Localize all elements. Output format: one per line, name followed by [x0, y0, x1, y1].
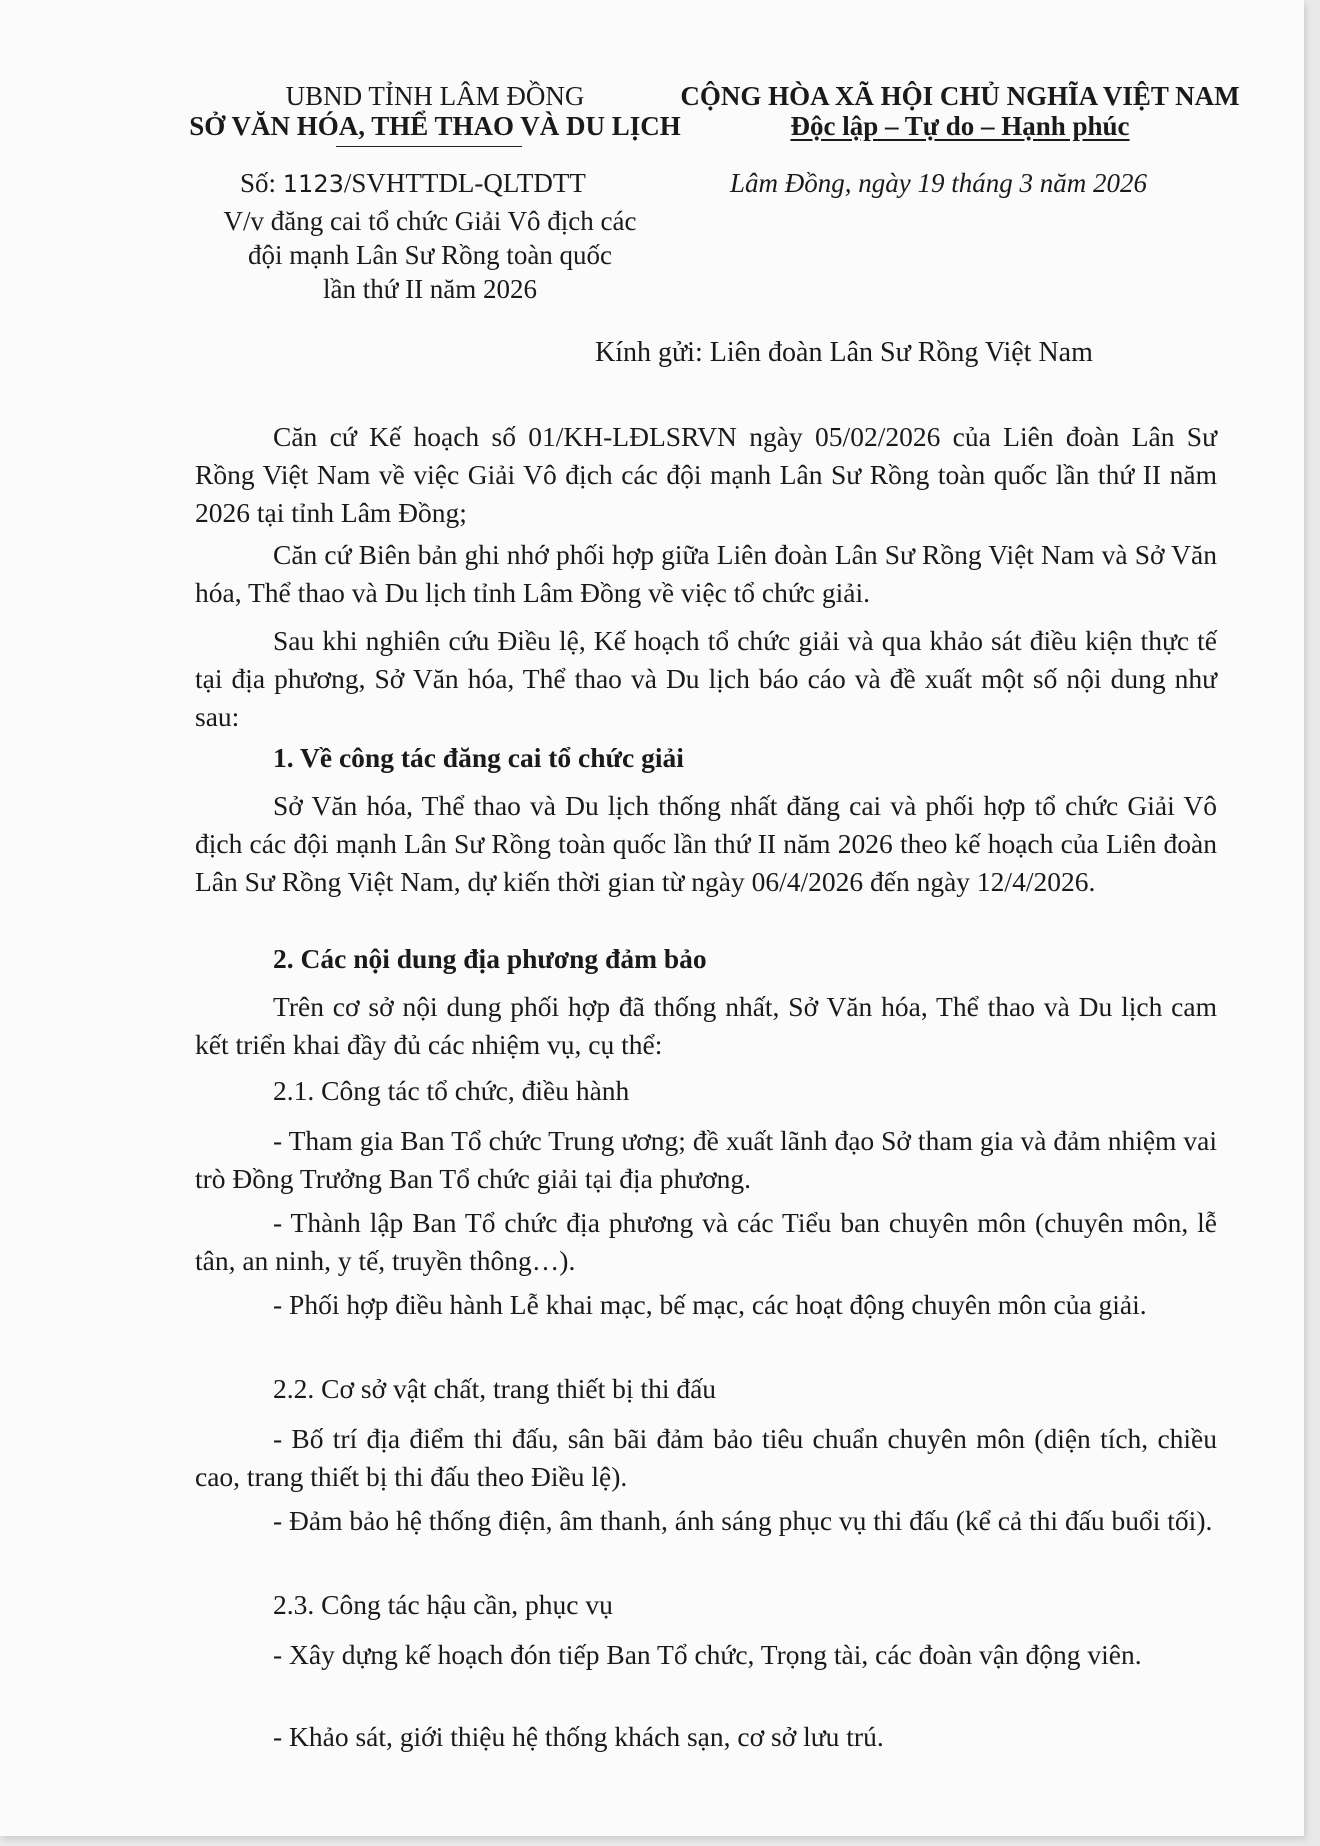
doc-number-suffix: /SVHTTDL-QLTDTT	[343, 168, 586, 198]
bullet-item: - Bố trí địa điểm thi đấu, sân bãi đảm bảo tiêu chuẩn chuyên môn (diện tích, chiều cao, trang thiết bị thi đấu theo Điều lệ).	[195, 1423, 1217, 1492]
paragraph-hosting: Sở Văn hóa, Thể thao và Du lịch thống nhất đăng cai và phối hợp tổ chức Giải Vô địch các đội mạnh Lân Sư Rồng toàn quốc lần thứ II năm 2026 theo kế hoạch của Liên đoàn Lân Sư Rồng Việt Nam, dự kiến thời gian từ ngày 06/4/2026 đến ngày 12/4/2026.	[195, 790, 1217, 897]
subject-line: lần thứ II năm 2026	[322, 274, 538, 304]
agency-parent: UBND TỈNH LÂM ĐỒNG	[285, 81, 585, 111]
subsection-2-2: 2.2. Cơ sở vật chất, trang thiết bị thi đấu	[273, 1373, 717, 1404]
subject-block	[160, 204, 700, 306]
doc-number-handwritten: 1123	[282, 170, 344, 198]
subject-line: V/v đăng cai tổ chức Giải Vô địch các	[223, 206, 637, 236]
paragraph-legal-basis-1: Căn cứ Kế hoạch số 01/KH-LĐLSRVN ngày 05/02/2026 của Liên đoàn Lân Sư Rồng Việt Nam về việc Giải Vô địch các đội mạnh Lân Sư Rồng toàn quốc lần thứ II năm 2026 tại tỉnh Lâm Đồng;	[195, 421, 1217, 528]
bullet-item: - Xây dựng kế hoạch đón tiếp Ban Tổ chức, Trọng tài, các đoàn vận động viên.	[273, 1639, 1142, 1670]
document-number	[240, 167, 586, 200]
recipient: Kính gửi: Liên đoàn Lân Sư Rồng Việt Nam	[595, 337, 1093, 368]
subsection-2-1: 2.1. Công tác tổ chức, điều hành	[273, 1075, 630, 1106]
paragraph-intro: Sau khi nghiên cứu Điều lệ, Kế hoạch tổ chức giải và qua khảo sát điều kiện thực tế tại địa phương, Sở Văn hóa, Thể thao và Du lịch báo cáo và đề xuất một số nội dung như sau:	[195, 625, 1217, 732]
bullet-item: - Thành lập Ban Tổ chức địa phương và các Tiểu ban chuyên môn (chuyên môn, lễ tân, an ninh, y tế, truyền thông…).	[195, 1207, 1217, 1276]
agency-underline	[336, 146, 522, 147]
subsection-2-3: 2.3. Công tác hậu cần, phục vụ	[273, 1589, 613, 1620]
paragraph-legal-basis-2: Căn cứ Biên bản ghi nhớ phối hợp giữa Liên đoàn Lân Sư Rồng Việt Nam và Sở Văn hóa, Thể thao và Du lịch tỉnh Lâm Đồng về việc tổ chức giải.	[195, 539, 1217, 608]
place-date: Lâm Đồng, ngày 19 tháng 3 năm 2026	[730, 168, 1147, 198]
section-heading-2: 2. Các nội dung địa phương đảm bảo	[273, 943, 707, 974]
bullet-item: - Tham gia Ban Tổ chức Trung ương; đề xuất lãnh đạo Sở tham gia và đảm nhiệm vai trò Đồng Trưởng Ban Tổ chức giải tại địa phương.	[195, 1125, 1217, 1194]
section-heading-1: 1. Về công tác đăng cai tổ chức giải	[273, 742, 684, 773]
paragraph-commitment: Trên cơ sở nội dung phối hợp đã thống nhất, Sở Văn hóa, Thể thao và Du lịch cam kết triển khai đầy đủ các nhiệm vụ, cụ thể:	[195, 991, 1217, 1060]
motto: Độc lập – Tự do – Hạnh phúc	[790, 111, 1130, 141]
bullet-item: - Khảo sát, giới thiệu hệ thống khách sạn, cơ sở lưu trú.	[273, 1721, 884, 1752]
bullet-item: - Phối hợp điều hành Lễ khai mạc, bế mạc, các hoạt động chuyên môn của giải.	[273, 1289, 1147, 1320]
subject-line: đội mạnh Lân Sư Rồng toàn quốc	[247, 240, 613, 270]
doc-number-prefix: Số:	[240, 168, 277, 198]
bullet-item: - Đảm bảo hệ thống điện, âm thanh, ánh sáng phục vụ thi đấu (kể cả thi đấu buổi tối).	[273, 1505, 1213, 1536]
nation-title: CỘNG HÒA XÃ HỘI CHỦ NGHĨA VIỆT NAM	[680, 81, 1240, 111]
agency-name: SỞ VĂN HÓA, THỂ THAO VÀ DU LỊCH	[189, 111, 681, 141]
